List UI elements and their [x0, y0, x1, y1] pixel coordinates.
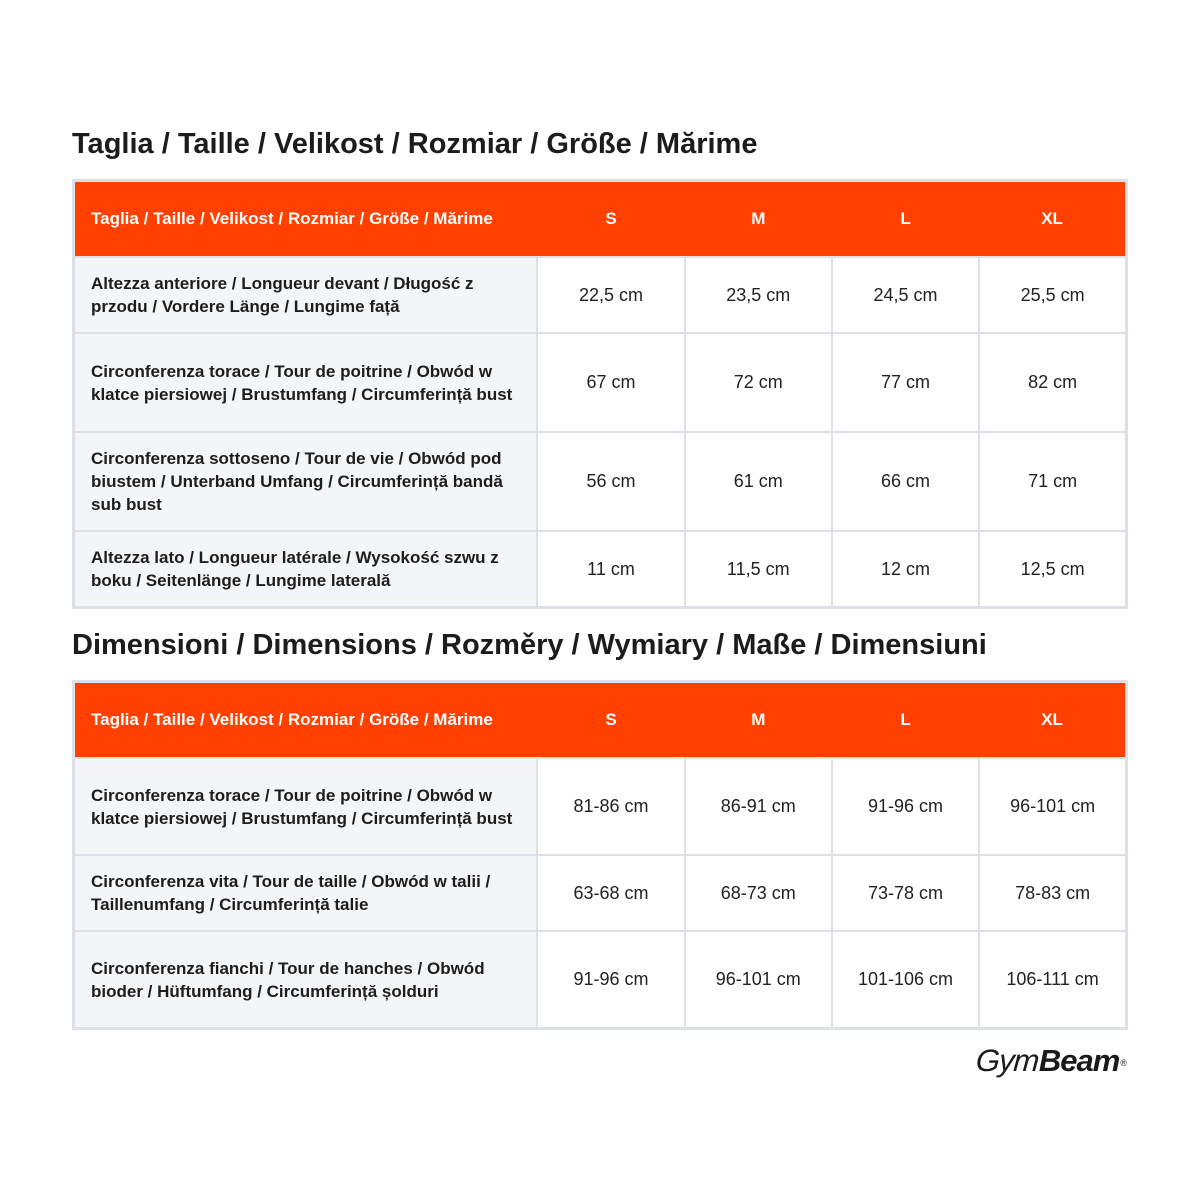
logo-text-beam: Beam	[1038, 1043, 1120, 1078]
cell-value: 23,5 cm	[685, 257, 832, 333]
registered-mark: ®	[1120, 1058, 1127, 1068]
header-size-m: M	[685, 682, 832, 759]
header-size-xl: XL	[979, 682, 1126, 759]
row-label: Altezza anteriore / Longueur devant / Długość z przodu / Vordere Länge / Lungime față	[74, 257, 538, 333]
table-row	[74, 333, 1127, 432]
row-label: Circonferenza torace / Tour de poitrine / Obwód w klatce piersiowej / Brustumfang / Circumferință bust	[74, 758, 538, 855]
header-size-m: M	[685, 181, 832, 258]
cell-value: 72 cm	[685, 333, 832, 432]
header-size-l: L	[832, 181, 979, 258]
cell-value: 77 cm	[832, 333, 979, 432]
cell-value: 96-101 cm	[685, 931, 832, 1029]
cell-value: 91-96 cm	[537, 931, 684, 1029]
cell-value: 106-111 cm	[979, 931, 1126, 1029]
logo-text-gym: Gym	[975, 1043, 1041, 1078]
cell-value: 96-101 cm	[979, 758, 1126, 855]
table-row	[74, 931, 1127, 1029]
header-label: Taglia / Taille / Velikost / Rozmiar / Größe / Mărime	[74, 181, 538, 258]
row-label: Circonferenza vita / Tour de taille / Obwód w talii / Taillenumfang / Circumferință talie	[74, 855, 538, 931]
header-label: Taglia / Taille / Velikost / Rozmiar / Größe / Mărime	[74, 682, 538, 759]
size-table	[72, 179, 1128, 609]
cell-value: 11 cm	[537, 531, 684, 608]
cell-value: 12 cm	[832, 531, 979, 608]
cell-value: 66 cm	[832, 432, 979, 531]
dimensions-table	[72, 680, 1128, 1030]
cell-value: 67 cm	[537, 333, 684, 432]
header-size-s: S	[537, 181, 684, 258]
dimensions-section-title: Dimensioni / Dimensions / Rozměry / Wymiary / Maße / Dimensiuni	[72, 629, 987, 661]
cell-value: 24,5 cm	[832, 257, 979, 333]
cell-value: 11,5 cm	[685, 531, 832, 608]
row-label: Circonferenza fianchi / Tour de hanches / Obwód bioder / Hüftumfang / Circumferință șolduri	[74, 931, 538, 1029]
table-row	[74, 855, 1127, 931]
cell-value: 12,5 cm	[979, 531, 1126, 608]
table-header-row	[74, 181, 1127, 258]
cell-value: 61 cm	[685, 432, 832, 531]
cell-value: 81-86 cm	[537, 758, 684, 855]
gymbeam-logo	[976, 1044, 1127, 1078]
row-label: Circonferenza torace / Tour de poitrine / Obwód w klatce piersiowej / Brustumfang / Circumferință bust	[74, 333, 538, 432]
cell-value: 71 cm	[979, 432, 1126, 531]
cell-value: 82 cm	[979, 333, 1126, 432]
cell-value: 63-68 cm	[537, 855, 684, 931]
table-row	[74, 257, 1127, 333]
row-label: Altezza lato / Longueur latérale / Wysokość szwu z boku / Seitenlänge / Lungime laterală	[74, 531, 538, 608]
cell-value: 73-78 cm	[832, 855, 979, 931]
row-label: Circonferenza sottoseno / Tour de vie / Obwód pod biustem / Unterband Umfang / Circumferință bandă sub bust	[74, 432, 538, 531]
cell-value: 56 cm	[537, 432, 684, 531]
header-size-s: S	[537, 682, 684, 759]
table-header-row	[74, 682, 1127, 759]
cell-value: 22,5 cm	[537, 257, 684, 333]
table-row	[74, 531, 1127, 608]
cell-value: 86-91 cm	[685, 758, 832, 855]
size-section-title: Taglia / Taille / Velikost / Rozmiar / Größe / Mărime	[72, 128, 758, 160]
table-row	[74, 432, 1127, 531]
cell-value: 91-96 cm	[832, 758, 979, 855]
cell-value: 78-83 cm	[979, 855, 1126, 931]
header-size-l: L	[832, 682, 979, 759]
header-size-xl: XL	[979, 181, 1126, 258]
cell-value: 25,5 cm	[979, 257, 1126, 333]
table-row	[74, 758, 1127, 855]
cell-value: 101-106 cm	[832, 931, 979, 1029]
cell-value: 68-73 cm	[685, 855, 832, 931]
